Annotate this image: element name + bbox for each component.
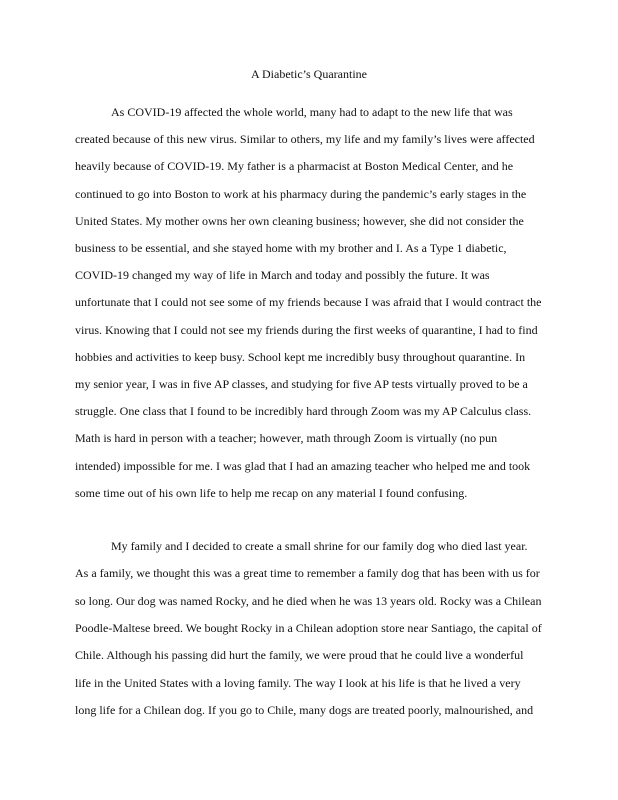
text-line: intended) impossible for me. I was glad that I had an amazing teacher who helped me and took [75, 458, 531, 473]
text-line: As COVID-19 affected the whole world, many had to adapt to the new life that was [111, 105, 513, 119]
text-line: continued to go into Boston to work at his pharmacy during the pandemic’s early stages in the [75, 186, 527, 201]
text-line: COVID-19 changed my way of life in March and today and possibly the future. It was [75, 268, 490, 283]
text-line: so long. Our dog was named Rocky, and he died when he was 13 years old. Rocky was a Chilean [75, 593, 542, 608]
text-line: my senior year, I was in five AP classes, and studying for five AP tests virtually proved to be a [75, 377, 528, 391]
text-line: long life for a Chilean dog. If you go to Chile, many dogs are treated poorly, malnourished, and [75, 702, 534, 717]
text-line: unfortunate that I could not see some of my friends because I was afraid that I would contract the [75, 295, 542, 310]
text-line: created because of this new virus. Similar to others, my life and my family’s lives were affected [75, 132, 535, 147]
text-line: Poodle-Maltese breed. We bought Rocky in a Chilean adoption store near Santiago, the capital of [75, 620, 542, 635]
text-line: Chile. Although his passing did hurt the family, we were proud that he could live a wonderful [75, 648, 524, 663]
text-line: Math is hard in person with a teacher; however, math through Zoom is virtually (no pun [75, 431, 498, 446]
document-title: A Diabetic’s Quarantine [251, 67, 367, 81]
text-line: business to be essential, and she stayed home with my brother and I. As a Type 1 diabetic, [75, 241, 507, 255]
text-line: struggle. One class that I found to be incredibly hard through Zoom was my AP Calculus class. [75, 404, 532, 419]
text-line: hobbies and activities to keep busy. School kept me incredibly busy throughout quarantine. In [75, 349, 526, 364]
text-line: virus. Knowing that I could not see my friends during the first weeks of quarantine, I had to find [75, 322, 538, 337]
text-line: My family and I decided to create a small shrine for our family dog who died last year. [111, 539, 528, 553]
text-line: some time out of his own life to help me recap on any material I found confusing. [75, 485, 468, 500]
text-line: heavily because of COVID-19. My father is a pharmacist at Boston Medical Center, and he [75, 159, 514, 174]
text-line: United States. My mother owns her own cleaning business; however, she did not consider the [75, 213, 524, 228]
text-line: life in the United States with a loving family. The way I look at his life is that he lived a very [75, 675, 521, 690]
text-line: As a family, we thought this was a great time to remember a family dog that has been with us for [75, 566, 540, 581]
